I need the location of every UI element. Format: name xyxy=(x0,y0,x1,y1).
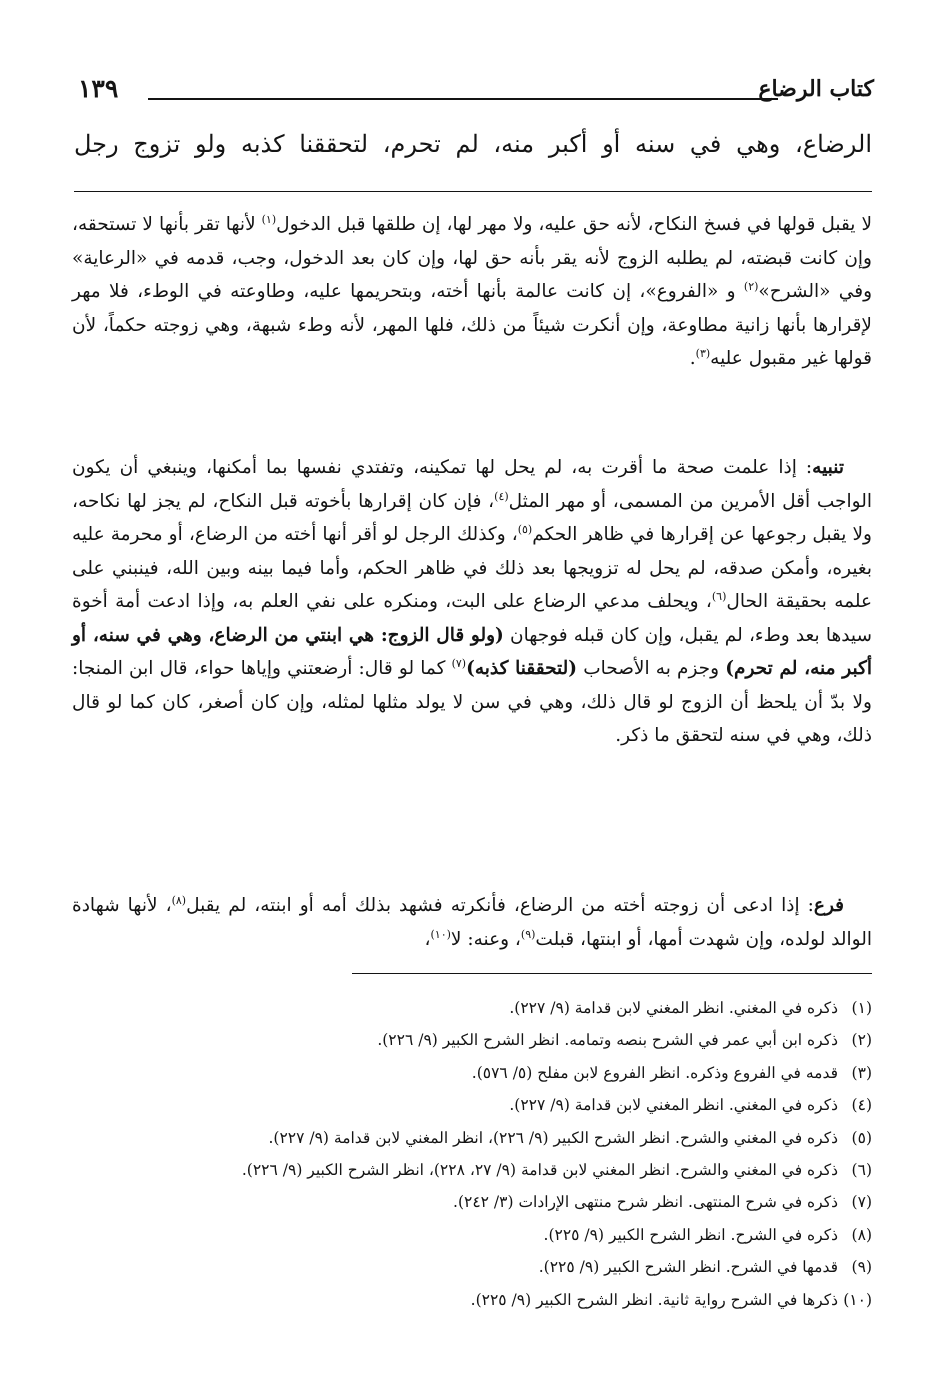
footnote-text: ذكره في المغني والشرح. انظر الشرح الكبير (٩/ ٢٢٦)، انظر المغني لابن قدامة (٩/ ٢٢٧). xyxy=(268,1128,838,1147)
footnote-item xyxy=(72,1024,872,1056)
footnote-number: (٤) xyxy=(851,1096,872,1115)
commentary-paragraph-3 xyxy=(72,889,872,956)
footnote-number: (٣) xyxy=(851,1063,872,1082)
footnote-number: (٥) xyxy=(851,1128,872,1147)
footnote-ref: (٣) xyxy=(695,346,711,360)
footnote-text: ذكره في المغني والشرح. انظر المغني لابن قدامة (٩/ ٢٧، ٢٢٨)، انظر الشرح الكبير (٩/ ٢٢٦). xyxy=(241,1160,838,1179)
text-segment: ، وكذلك الرجل لو أقر أنها أخته من الرضاع، أو محرمة عليه بغيره، وأمكن صدقه، لم يحل له تزويجها بعد ذلك في ظاهر الحكم، وأما فيما بينه وبين الله، فينبني على علمه بحقيقة الحال xyxy=(72,524,872,612)
note-lead-word: تنبيه xyxy=(812,457,844,478)
footnote-text: قدمه في الفروع وذكره. انظر الفروع لابن مفلح (٥/ ٥٧٦). xyxy=(471,1063,838,1082)
footnote-item xyxy=(72,1186,872,1218)
footnote-ref: (٩) xyxy=(520,927,536,941)
footnote-ref: (٦) xyxy=(711,589,727,603)
text-segment: . xyxy=(689,348,696,369)
text-segment: : إذا علمت صحة ما أقرت به، لم يحل لها تمكينه، وتفتدي نفسها بما أمكنها، وينبغي أن يكون الواجب أقل الأمرين من المسمى، أو مهر المثل xyxy=(72,457,872,512)
chapter-title: كتاب الرضاع xyxy=(758,76,874,102)
footnote-item xyxy=(72,992,872,1024)
text-segment: وجزم به الأصحاب xyxy=(577,658,726,679)
quoted-matn: (ولو قال الزوج: هي ابنتي من الرضاع، وهي في سنه، أو أكبر منه، لم تحرم) xyxy=(72,624,873,679)
footnote-item xyxy=(72,1284,872,1316)
text-segment: ، لأنها شهادة الوالد لولده، وإن شهدت أمها، أو ابنتها، قبلت xyxy=(72,895,872,950)
footnote-number: (٨) xyxy=(851,1225,872,1244)
footnote-ref: (١) xyxy=(261,212,277,226)
footnote-item xyxy=(72,1154,872,1186)
quoted-matn: (لتحققنا كذبه) xyxy=(466,658,578,679)
footnote-text: ذكره في شرح المنتهى. انظر شرح منتهى الإرادات (٣/ ٢٤٢). xyxy=(453,1193,838,1212)
commentary-paragraph-1 xyxy=(72,208,872,376)
footnote-number: (٩) xyxy=(851,1258,872,1277)
footnote-number: (١٠) xyxy=(843,1290,872,1309)
footnote-ref: (٢) xyxy=(743,279,759,293)
footnote-text: ذكره في المغني. انظر المغني لابن قدامة (٩/ ٢٢٧). xyxy=(509,999,838,1017)
footnote-item xyxy=(72,1089,872,1121)
text-segment: ، ويحلف مدعي الرضاع على البت، ومنكره على نفي العلم به، وإذا ادعت أمة أخوة سيدها بعد وطء، لم يقبل، وإن كان قبله فوجهان xyxy=(72,591,873,646)
text-segment: لا يقبل قولها في فسخ النكاح، لأنه حق عليه، ولا مهر لها، إن طلقها قبل الدخول xyxy=(276,214,872,235)
text-segment: : إذا ادعى أن زوجته أخته من الرضاع، فأنكرته فشهد بذلك أمه أو ابنته، لم يقبل xyxy=(186,895,814,916)
text-segment: لأنها تقر بأنها لا تستحقه، وإن كانت قبضته، لم يطلبه الزوج لأنه يقر بأنه حق لها، وإن كان بعد الدخول، وجب، قدمه في «الرعاية» وفي «الشرح» xyxy=(72,214,872,302)
footnote-text: ذكره في المغني. انظر المغني لابن قدامة (٩/ ٢٢٧). xyxy=(509,1096,838,1115)
footnote-item xyxy=(72,1057,872,1089)
footnote-ref: (١٠) xyxy=(430,927,451,941)
footnote-number: (٦) xyxy=(851,1160,872,1179)
footnote-item xyxy=(72,1219,872,1251)
text-segment: ، وعنه: لا xyxy=(450,928,521,950)
commentary-paragraph-2 xyxy=(72,451,872,753)
text-segment: ، فإن كان إقرارها بأخوته قبل النكاح، لم يجز لها نكاحه، ولا يقبل رجوعها عن إقرارها في ظاهر الحكم xyxy=(72,490,872,545)
footnote-number: (١) xyxy=(851,999,872,1017)
footnote-item xyxy=(72,1122,872,1154)
footnote-separator xyxy=(352,973,872,974)
footnote-number: (٢) xyxy=(851,1031,872,1050)
text-segment: كما لو قال: أرضعتني وإياها حواء، قال ابن المنجا: ولا بدّ أن يلحظ أن الزوج لو قال ذلك، وهي في سن لا يولد مثلها لمثله، وإن كان أصغر، كان كما لو قال ذلك، وهي في سنه لتحقق ما ذكر. xyxy=(72,658,872,746)
footnote-text: ذكره ابن أبي عمر في الشرح بنصه وتمامه. انظر الشرح الكبير (٩/ ٢٢٦). xyxy=(377,1031,838,1050)
footnote-ref: (٥) xyxy=(517,522,533,536)
page-header xyxy=(78,76,874,110)
footnotes-list xyxy=(72,992,872,1316)
text-segment: ، xyxy=(424,928,431,950)
main-text-separator xyxy=(74,191,872,192)
text-segment: و «الفروع»، إن كانت عالمة بأنها أخته، وبتحريمها عليه، وطاوعته في الوطء، فلا مهر لإقرارها بأنها زانية مطاوعة، وإن أنكرت شيئاً من ذلك، فلها المهر، لأنه وطء شبهة، وهي زوجته حكماً، لأن قولها غير مقبول عليه xyxy=(72,281,872,369)
footnote-ref: (٧) xyxy=(451,656,467,670)
page-number: ١٣٩ xyxy=(78,74,119,103)
footnote-item xyxy=(72,1251,872,1283)
header-rule xyxy=(148,98,778,100)
footnote-ref: (٨) xyxy=(171,893,187,907)
main-text-line: الرضاع، وهي في سنه أو أكبر منه، لم تحرم، لتحققنا كذبه ولو تزوج رجل xyxy=(74,130,872,158)
footnote-text: ذكره في الشرح. انظر الشرح الكبير (٩/ ٢٢٥). xyxy=(543,1225,838,1244)
footnote-ref: (٤) xyxy=(494,489,509,503)
footnote-text: قدمها في الشرح. انظر الشرح الكبير (٩/ ٢٢٥). xyxy=(538,1258,838,1277)
note-lead-word: فرع xyxy=(813,895,844,916)
footnote-number: (٧) xyxy=(851,1193,872,1212)
footnote-text: ذكرها في الشرح رواية ثانية. انظر الشرح الكبير (٩/ ٢٢٥). xyxy=(470,1290,838,1309)
